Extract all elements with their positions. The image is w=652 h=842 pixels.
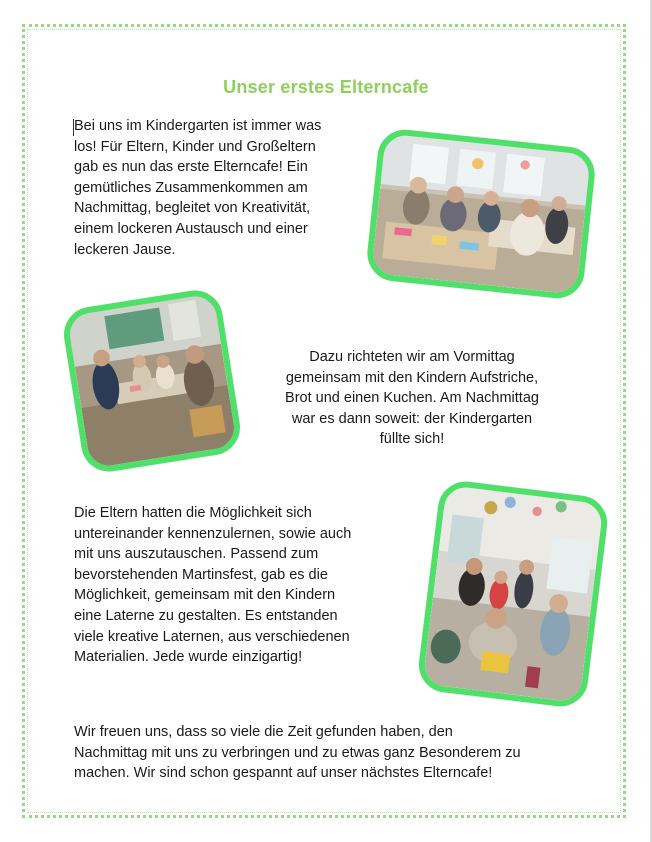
paragraph-lanterns[interactable]: Die Eltern hatten die Möglichkeit sich untereinander kennenzulernen, sowie auch mit uns auszutauschen. Passend zum bevorstehenden Martinsfest, gab es die Möglichkeit, gemeinsam mit den Kindern eine Laterne zu gestalten. Es entstanden viele kreative Laternen, aus verschiedenen Materialien. Jede wurde einzigartig! [74,505,352,666]
photo-image [422,485,603,703]
document-title: Unser erstes Elterncafe [223,77,429,97]
paragraph-intro[interactable]: Bei uns im Kindergarten ist immer was los! Für Eltern, Kinder und Großeltern gab es nun das erste Elterncafe! Ein gemütliches Zusammenkommen am Nachmittag, begleitet von Kreativität, einem lockeren Austausch und einer leckeren Jause. [74,118,322,258]
photo-adults-and-children-at-table[interactable] [60,287,244,476]
photo-families-making-lanterns[interactable] [416,478,611,709]
photo-image [67,293,237,468]
photo-image [371,134,591,295]
photo-parents-at-craft-table[interactable] [365,127,598,301]
paragraph-closing[interactable]: Wir freuen uns, dass so viele die Zeit gefunden haben, den Nachmittag mit uns zu verbringen und zu etwas ganz Besonderem zu machen. Wir sind schon gespannt auf unser nächstes Elterncafe! [74,724,521,782]
paragraph-preparation[interactable]: Dazu richteten wir am Vormittag gemeinsam mit den Kindern Aufstriche, Brot und einen Kuchen. Am Nachmittag war es dann soweit: der Kindergarten füllte sich! [285,349,539,448]
